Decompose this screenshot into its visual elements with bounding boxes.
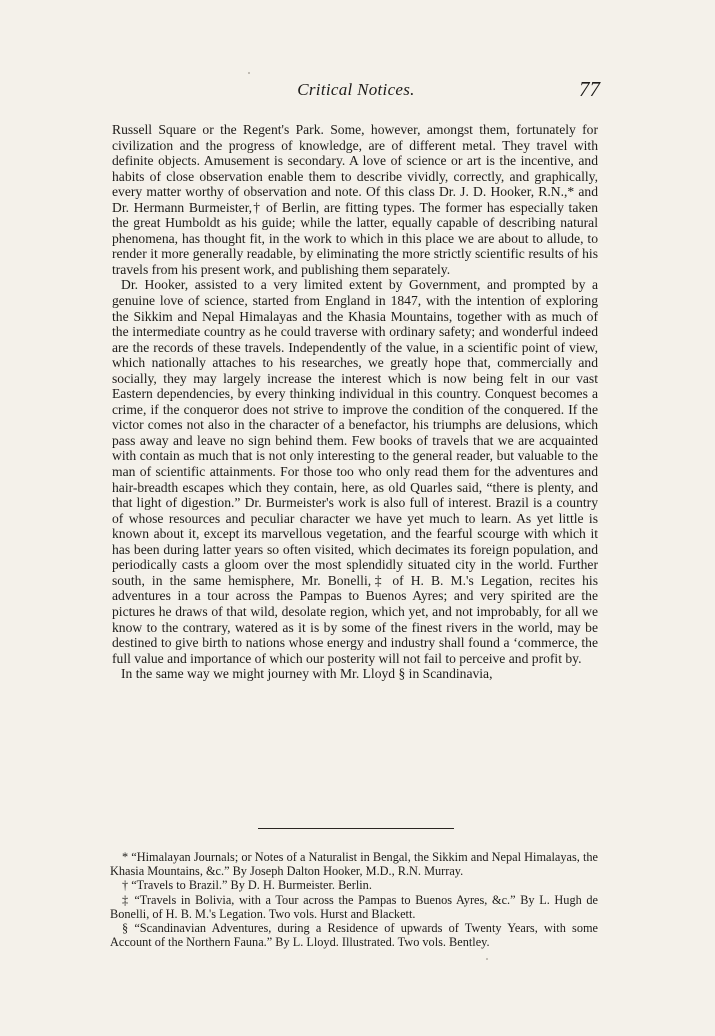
footnotes bbox=[110, 850, 598, 949]
paper-speck bbox=[248, 72, 250, 74]
running-title: Critical Notices. bbox=[297, 80, 415, 99]
footnote: ‡ “Travels in Bolivia, with a Tour across the Pampas to Buenos Ayres, &c.” By L. Hugh de Bonelli, of H. B. M.'s Legation. Two vols. Hurst and Blackett. bbox=[110, 892, 598, 921]
paragraph: Dr. Hooker, assisted to a very limited extent by Government, and prompted by a genuine love of science, started from England in 1847, with the intention of exploring the Sikkim and Nepal Himalayas and the Khasia Mountains, together with as much of the intermediate country as he could traverse with ordinary safety; and wonderful indeed are the records of these travels. Independently of the value, in a scientific point of view, which nationally attaches to his researches, we greatly hope that, commercially and socially, they may largely increase the interest which is now being felt in our vast Eastern dependencies, by every thinking individual in this country. Conquest becomes a crime, if the conqueror does not strive to improve the condition of the conquered. If the victor comes not also in the character of a benefactor, his triumphs are delusions, which pass away and leave no sign behind them. Few books of travels that we are acquainted with contain as much that is not only interesting to the general reader, but valuable to the man of scientific attainments. For those too who only read them for the adventures and hair-breadth escapes which they contain, here, as old Quarles said, “there is plenty, and that light of digestion.” Dr. Burmeister's work is also full of interest. Brazil is a country of whose resources and peculiar character we have yet much to learn. As yet little is known about it, except its marvellous vegetation, and the fearful scourge with which it has been during latter years so often visited, which decimates its foreign population, and periodically casts a gloom over the most splendidly situated city in the world. Further south, in the same hemisphere, Mr. Bonelli,‡ of H. B. M.'s Legation, recites his adventures in a tour across the Pampas to Buenos Ayres; and very spirited are the pictures he draws of that wild, desolate region, which yet, and not improbably, for all we know to the contrary, watered as it is by some of the finest rivers in the world, may be destined to give birth to nations whose energy and industry shall found a ‘commerce, the full value and importance of which our posterity will not fail to perceive and profit by. bbox=[112, 277, 598, 666]
body-text bbox=[112, 122, 598, 682]
paragraph: Russell Square or the Regent's Park. Some, however, amongst them, fortunately for civilization and the progress of knowledge, are of different metal. They travel with definite objects. Amusement is secondary. A love of science or art is the incentive, and habits of close observation enable them to describe vividly, correctly, and graphically, every matter worthy of observation and note. Of this class Dr. J. D. Hooker, R.N.,* and Dr. Hermann Burmeister,† of Berlin, are fitting types. The former has especially taken the great Humboldt as his guide; while the latter, equally capable of describing natural phenomena, has thought fit, in the work to which in this place we are about to allude, to render it more generally readable, by eliminating the more strictly scientific results of his travels from his present work, and publishing them separately. bbox=[112, 122, 598, 277]
paper-speck bbox=[486, 958, 488, 960]
page-header bbox=[112, 77, 600, 104]
footnote: § “Scandinavian Adventures, during a Residence of upwards of Twenty Years, with some Account of the Northern Fauna.” By L. Lloyd. Illustrated. Two vols. Bentley. bbox=[110, 921, 598, 950]
footnote: * “Himalayan Journals; or Notes of a Naturalist in Bengal, the Sikkim and Nepal Himalayas, the Khasia Mountains, &c.” By Joseph Dalton Hooker, M.D., R.N. Murray. bbox=[110, 850, 598, 879]
paragraph: In the same way we might journey with Mr. Lloyd § in Scandinavia, bbox=[121, 666, 493, 682]
page-number: 77 bbox=[579, 77, 600, 101]
footnote-rule bbox=[258, 828, 454, 829]
footnote: † “Travels to Brazil.” By D. H. Burmeister. Berlin. bbox=[122, 878, 372, 893]
